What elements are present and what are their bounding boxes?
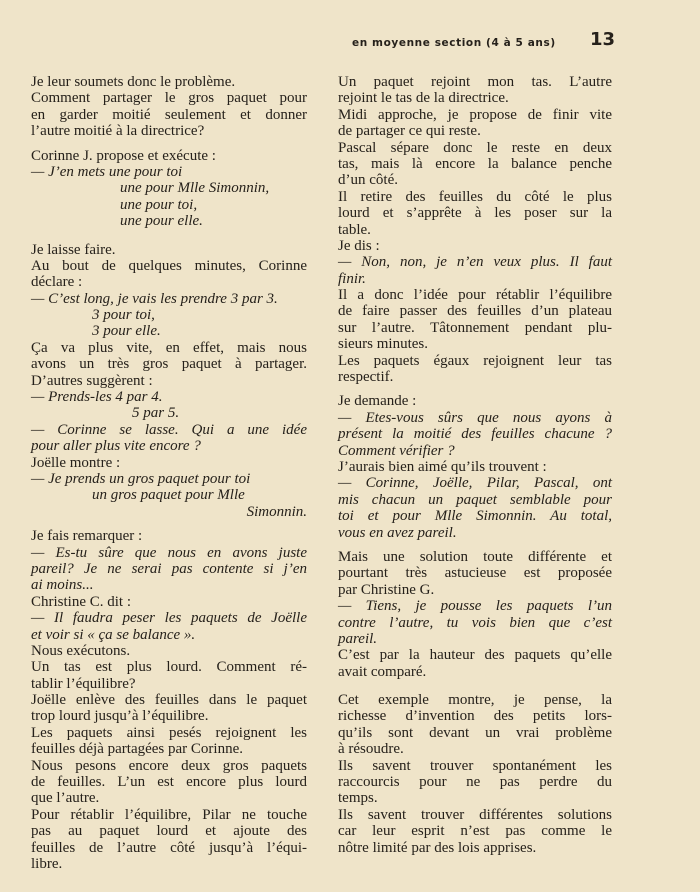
paragraph-gap (338, 541, 612, 549)
paragraph-gap (31, 140, 307, 148)
text-line: Christine C. dit : (31, 593, 132, 610)
text-line: une pour toi, (120, 196, 198, 213)
text-line: C’est par la hauteur des paquets qu’elle (338, 647, 612, 664)
text-line: un gros paquet pour Mlle (92, 487, 245, 504)
text-line: d’un côté. (338, 172, 398, 189)
text-line: Joëlle montre : (31, 454, 121, 471)
text-line: lourd et s’apprête à les poser sur la (338, 205, 612, 222)
text-line: de partager ce qui reste. (338, 123, 481, 140)
text-line: Pascal sépare donc le reste en deux (338, 139, 612, 156)
text-line: Je dis : (338, 237, 380, 254)
text-line: — Tiens, je pousse les paquets l’un (338, 598, 612, 615)
text-line: l’autre moitié à la directrice? (31, 123, 205, 140)
text-line: Mais une solution toute différente et (338, 548, 612, 565)
text-line: sieurs minutes. (338, 336, 428, 353)
text-line: trop lourd jusqu’à l’équilibre. (31, 708, 209, 725)
text-line: Les paquets égaux rejoignent leur tas (338, 352, 612, 369)
text-line: — Je prends un gros paquet pour toi (31, 470, 251, 487)
text-line: Cet exemple montre, je pense, la (338, 692, 612, 709)
text-line: feuilles de l’autre côté jusqu’à l’équi- (31, 839, 307, 856)
paragraph-gap (31, 230, 307, 242)
text-line: — Corinne se lasse. Qui a une idée (31, 421, 307, 438)
text-line: Il retire des feuilles du côté le plus (338, 188, 612, 205)
text-line: Simonnin. (246, 503, 307, 520)
text-line: pareil? Je ne serai pas contente si j’en (31, 560, 307, 577)
text-line: Je demande : (338, 393, 417, 410)
text-line: avons un très gros paquet à partager. (31, 356, 307, 373)
text-line: Il a donc l’idée pour rétablir l’équilibre (338, 287, 612, 304)
text-line: déclare : (31, 274, 83, 291)
text-line: ai moins... (31, 577, 94, 594)
text-line: nôtre limité par des lois apprises. (338, 839, 537, 856)
text-line: pourtant très astucieuse est proposée (338, 565, 612, 582)
text-line: pas au paquet lourd et ajoute des (31, 823, 307, 840)
text-line: par Christine G. (338, 581, 435, 598)
text-line: Je laisse faire. (31, 241, 116, 258)
text-line: avait comparé. (338, 663, 427, 680)
text-line: 3 pour toi, (92, 307, 155, 324)
text-line: Les paquets ainsi pesés rejoignent les (31, 724, 307, 741)
text-line: en garder moitié seulement et donner (31, 106, 307, 123)
text-line: — Corinne, Joëlle, Pilar, Pascal, ont (338, 475, 612, 492)
text-line: Joëlle enlève des feuilles dans le paquet (31, 692, 307, 709)
text-line: Ils savent trouver spontanément les (338, 757, 612, 774)
text-line: Corinne J. propose et exécute : (31, 147, 216, 164)
text-line: et voir si « ça se balance ». (31, 626, 196, 643)
text-line: — Es-tu sûre que nous en avons juste (31, 544, 307, 561)
text-line: libre. (31, 855, 63, 872)
text-line: — Non, non, je n’en veux plus. Il faut (338, 254, 612, 271)
text-line: — Etes-vous sûrs que nous ayons à (338, 409, 612, 426)
section-title: en moyenne section (4 à 5 ans) (352, 37, 556, 49)
text-line: de feuilles. L’un est encore plus lourd (31, 774, 307, 791)
text-line: Comment partager le gros paquet pour (31, 90, 307, 107)
text-line: contre l’autre, tu vois bien que c’est (338, 614, 612, 631)
text-line: richesse d’invention des petits lors- (338, 708, 612, 725)
text-line: une pour elle. (120, 213, 203, 230)
left-column (31, 74, 307, 872)
text-line: toi et pour Mlle Simonnin. Au total, (338, 508, 612, 525)
text-line: Nous pesons encore deux gros paquets (31, 757, 307, 774)
right-column (338, 74, 612, 856)
text-line: pareil. (338, 630, 378, 647)
text-line: Un tas est plus lourd. Comment ré- (31, 659, 307, 676)
text-line: mis chacun un paquet semblable pour (338, 491, 612, 508)
text-line: — C’est long, je vais les prendre 3 par 3. (31, 290, 278, 307)
running-header (352, 29, 616, 52)
text-line: Comment vérifier ? (338, 442, 455, 459)
text-line: de faire passer des feuilles d’un plateau (338, 303, 612, 320)
text-line: Ils savent trouver différentes solutions (338, 806, 612, 823)
text-line: qu’ils sont devant un vrai problème (338, 724, 612, 741)
text-line: 5 par 5. (132, 405, 180, 422)
text-line: rejoint le tas de la directrice. (338, 90, 509, 107)
text-line: une pour Mlle Simonnin, (120, 180, 270, 197)
text-line: à résoudre. (338, 741, 404, 758)
text-line: Ça va plus vite, en effet, mais nous (31, 339, 307, 356)
text-line: 3 pour elle. (92, 323, 161, 340)
text-line: table. (338, 221, 371, 238)
text-line: sur l’autre. Tâtonnement pendant plu- (338, 319, 612, 336)
text-line: pour aller plus vite encore ? (31, 438, 201, 455)
text-line: Je leur soumets donc le problème. (31, 74, 236, 90)
text-line: que l’autre. (31, 790, 100, 807)
text-line: Pour rétablir l’équilibre, Pilar ne touche (31, 806, 307, 823)
text-line: Au bout de quelques minutes, Corinne (31, 257, 307, 274)
paragraph-gap (31, 520, 307, 528)
text-line: — J’en mets une pour toi (31, 163, 183, 180)
paragraph-gap (338, 385, 612, 393)
page-number: 13 (590, 29, 616, 50)
text-line: D’autres suggèrent : (31, 372, 153, 389)
text-line: J’aurais bien aimé qu’ils trouvent : (338, 458, 547, 475)
text-line: — Prends-les 4 par 4. (31, 389, 163, 406)
paragraph-gap (338, 680, 612, 692)
text-line: car leur esprit n’est pas comme le (338, 823, 612, 840)
text-line: Je fais remarquer : (31, 528, 143, 545)
text-line: raccourcis pour ne pas perdre du (338, 774, 612, 791)
text-line: feuilles déjà partagées par Corinne. (31, 741, 243, 758)
text-line: temps. (338, 790, 378, 807)
text-line: — Il faudra peser les paquets de Joëlle (31, 610, 307, 627)
text-line: finir. (338, 270, 366, 287)
text-line: présent la moitié des feuilles chacune ? (338, 426, 612, 443)
text-line: tas, mais là encore la balance penche (338, 155, 612, 172)
text-line: Un paquet rejoint mon tas. L’autre (338, 74, 612, 90)
text-line: tablir l’équilibre? (31, 675, 136, 692)
text-line: Nous exécutons. (31, 642, 131, 659)
text-line: Midi approche, je propose de finir vite (338, 106, 612, 123)
text-line: respectif. (338, 369, 394, 386)
text-line: vous en avez pareil. (338, 524, 457, 541)
